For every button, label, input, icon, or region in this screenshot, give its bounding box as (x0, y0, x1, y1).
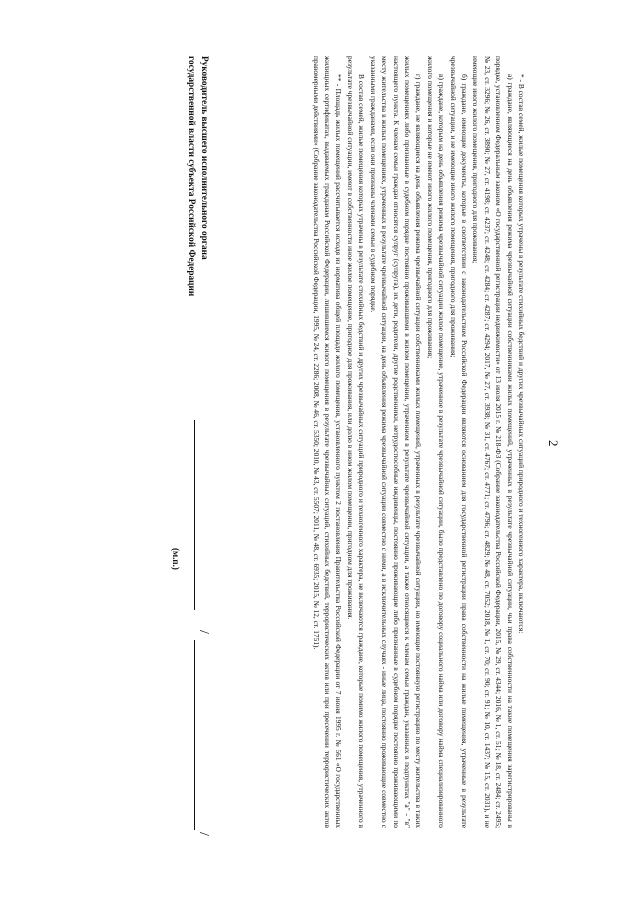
footnotes-text (227, 56, 527, 828)
footnote-paragraph-2: а) граждане, являющиеся на день объявления режима чрезвычайной ситуации собственниками жилых помещений, утраченных в результате чрезвычайной ситуации, чьи права собственности на такие помещения зарегистрированы в порядке, установленном Федеральным законом «О государственной регистрации недвижимости» от 13 июля 2015 г. № 218-ФЗ (Собрание законодательства Российской Федерации, 2015, № 29, ст. 4344; 2016, № 1, ст. 51; № 18, ст. 2484; ст. 2495; № 23, ст. 3296; № 26, ст. 3890; № 27, ст. 4198; ст. 4237; ст. 4248; ст. 4284; ст. 4287; ст. 4294; 2017, № 27, ст. 3938; № 31, ст. 4767; ст. 4771; ст. 4796; ст. 4829; № 48, ст. 7052; 2018, № 1, ст. 70; ст. 90; ст. 91; № 10, ст. 1437; № 15, ст. 2031), и не имеющие иного жилого помещения, пригодного для проживания; (471, 56, 515, 828)
signature-separator: / (196, 630, 211, 634)
footnote-paragraph-1: * - В состав семей, жилые помещения которых утрачены в результате стихийных бедствий и других чрезвычайных ситуаций природного и техногенного характера, включаются: (517, 74, 526, 634)
signatory-title-line1: Руководитель высшего исполнительного органа (199, 56, 209, 260)
stamp-place: (м.п.) (171, 548, 181, 570)
footnote-paragraph-6: В состав семей, жилые помещения которых утрачены в результате стихийных бедствий и других чрезвычайных ситуаций природного и техногенного характера, не включаются граждане, которые помимо жилого помещения, утраченного в результате чрезвычайной ситуации, имеют в собственности иное жилое помещение, пригодное для проживания, или долю в ином жилом помещении, пригодном для проживания. (345, 56, 367, 828)
signature-separator-end: / (196, 832, 211, 836)
signature-line (194, 420, 195, 610)
signatory-title-line2: государственной власти субъекта Российской Федерации (186, 56, 197, 297)
name-line (194, 640, 195, 830)
footnote-paragraph-4: в) граждане, которым на день объявления режима чрезвычайной ситуации жилое помещение, утраченное в результате чрезвычайной ситуации, было представлено по договору социального найма или договору найма специализированного жилого помещения и которые не имеют иного жилого помещения, пригодного для проживания; (425, 56, 447, 828)
footnote-paragraph-3: б) граждане, имеющие документы, которые в соответствии с законодательством Российской Федерации являются основанием для государственной регистрации права собственности на жилые помещения, утраченные в результате чрезвычайной ситуации, и не имеющие иного жилого помещения, пригодного для проживания; (448, 56, 469, 828)
signature-block (185, 56, 210, 456)
footnote-paragraph-7: ** - Площадь жилых помещений рассчитывается исходя из норматива общей площади жилого помещения, установленного пунктом 2 постановления Правительства Российской Федерации от 7 июня 1995 г. № 561 «О государственных жилищных сертификатах, выдаваемых гражданам Российской Федерации, лишившимся жилого помещения в результате чрезвычайных ситуаций, стихийных бедствий, террористических актов или при пресечении террористических актов правомерными действиями» (Собрание законодательства Российской Федерации, 1995, № 24, ст. 2286; 2008, № 46, ст. 5350; 2010, № 43, ст. 5507; 2011, № 48, ст. 6935; 2015, № 12, ст. 1751). (311, 56, 344, 828)
page-number: 2 (546, 440, 561, 447)
footnote-paragraph-5: г) граждане, не являющиеся на день объявления режима чрезвычайной ситуации собственниками жилых помещений, утраченных в результате чрезвычайной ситуации, но имеющие постоянную регистрацию по месту жительства в таких жилых помещениях либо признанные в судебном порядке постоянно проживавшими в жилом помещении, утраченном в результате чрезвычайной ситуации, а также относящиеся к членам семьи граждан, указанных в подпунктах "а" - "в" настоящего пункта. К членам семьи граждан относятся супруг (супруга), их дети, родители, другие родственники, нетрудоспособные иждивенцы, постоянно проживающие либо признанные в судебном порядке постоянно проживающими по месту жительства в жилых помещениях, утраченных в результате чрезвычайной ситуации, на день объявления режима чрезвычайной ситуации совместно с ними, а в исключительных случаях - иные лица, постоянно проживающие совместно с указанными гражданами, если они признаны членами семьи в судебном порядке. (368, 56, 424, 828)
